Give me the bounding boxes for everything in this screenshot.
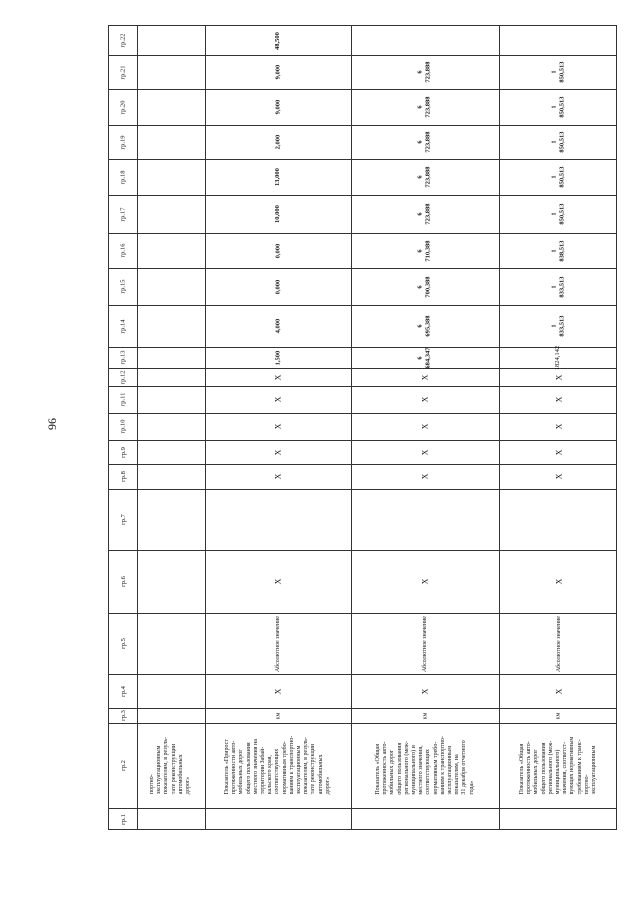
x-mark: X xyxy=(420,396,430,403)
value-cell: 6 684,347 xyxy=(417,346,432,369)
data-table xyxy=(108,25,617,830)
x-mark: X xyxy=(554,423,563,430)
value-cell: 9,000 xyxy=(274,99,281,115)
indicator-name-cell: портно- эксплуатационным показателям, в резуль- тате реконструкции автомобильных дорог» xyxy=(149,736,192,795)
column-header: гр.7 xyxy=(119,514,127,525)
x-mark: X xyxy=(420,578,430,585)
column-header: гр.2 xyxy=(119,760,127,771)
column-header: гр.14 xyxy=(119,318,127,334)
x-mark: X xyxy=(420,423,430,430)
x-mark: X xyxy=(554,449,563,455)
column-header: гр.3 xyxy=(119,710,127,721)
indicator-name-cell: Показатель «Прирост протяженности авто- мобильных дорог общего пользования местного значения на территории Забай- кальского края, соответствующих нормативным требо- ваниям к транспортно- эксплуатационным показателям, в резуль- тате реконструкции автомобильных дорог» xyxy=(223,736,331,795)
column-header: гр.15 xyxy=(119,279,127,294)
unit-cell: км xyxy=(275,712,281,719)
value-cell: 1 833,513 xyxy=(550,275,566,298)
column-header: гр.10 xyxy=(119,419,127,434)
column-header: гр.5 xyxy=(119,638,127,649)
column-header: гр.4 xyxy=(119,685,127,697)
column-header: гр.12 xyxy=(119,369,127,385)
column-header: гр.11 xyxy=(119,392,127,407)
x-mark: X xyxy=(273,688,283,694)
x-mark: X xyxy=(554,473,563,480)
value-cell: 1 850,513 xyxy=(550,96,566,118)
x-mark: X xyxy=(420,473,430,480)
measure-type-cell: Абсолютное значение xyxy=(422,615,428,672)
x-mark: X xyxy=(554,374,563,380)
value-cell: 1 833,513 xyxy=(550,315,566,337)
value-cell: 6 723,888 xyxy=(417,131,432,153)
x-mark: X xyxy=(273,374,283,380)
value-cell: 48,500 xyxy=(274,31,281,50)
value-cell: 6 723,888 xyxy=(417,61,432,83)
indicator-name-cell: Показатель «Общая протяженность авто- мобильных дорог общего пользования регионального (меж- муниципального) и местного значения, соответствующих нормативным требо- ваниям к транспортно- эксплуатационным показателям, на 31 декабря отчетного года» xyxy=(374,736,475,795)
value-cell: 0,000 xyxy=(274,243,281,258)
column-header: гр.9 xyxy=(119,446,127,458)
column-header: гр.17 xyxy=(119,206,127,222)
measure-type-cell: Абсолютное значение xyxy=(555,615,562,672)
value-cell: 1 850,513 xyxy=(550,166,566,188)
value-cell: 9,000 xyxy=(274,64,281,80)
x-mark: X xyxy=(554,688,563,694)
value-cell: 1,500 xyxy=(274,350,281,365)
x-mark: X xyxy=(273,578,283,585)
x-mark: X xyxy=(273,449,283,455)
page-number: 96 xyxy=(44,418,59,430)
x-mark: X xyxy=(554,578,563,585)
value-cell: 0,000 xyxy=(274,279,281,294)
unit-cell: км xyxy=(555,712,562,719)
value-cell: 10,000 xyxy=(274,205,281,223)
x-mark: X xyxy=(273,473,283,480)
value-cell: 1 850,513 xyxy=(550,61,566,83)
column-header: гр.20 xyxy=(119,99,127,115)
column-header: гр.18 xyxy=(119,169,127,185)
x-mark: X xyxy=(273,396,283,403)
value-cell: 1 838,513 xyxy=(550,239,566,262)
value-cell: 6 723,888 xyxy=(417,166,432,188)
column-header: гр.6 xyxy=(119,576,127,587)
column-header: гр.13 xyxy=(119,350,127,365)
column-header: гр.21 xyxy=(119,64,127,80)
x-mark: X xyxy=(273,423,283,430)
measure-type-cell: Абсолютное значение xyxy=(275,615,281,672)
value-cell: 13,000 xyxy=(274,168,281,186)
column-header: гр.22 xyxy=(119,33,127,48)
x-mark: X xyxy=(420,374,430,380)
column-divider xyxy=(109,808,616,809)
x-mark: X xyxy=(420,449,430,455)
value-cell: 4,000 xyxy=(274,318,281,334)
column-header: гр.19 xyxy=(119,134,127,150)
value-cell: 6 700,388 xyxy=(417,275,432,298)
value-cell: 1 850,513 xyxy=(550,203,566,225)
column-divider xyxy=(109,489,616,490)
value-cell: 2,000 xyxy=(274,134,281,150)
value-cell: 6 695,388 xyxy=(417,315,432,337)
x-mark: X xyxy=(420,688,430,694)
column-header: гр.16 xyxy=(119,243,127,258)
unit-cell: км xyxy=(422,712,428,719)
value-cell: 6 710,388 xyxy=(417,239,432,262)
value-cell: 6 723,888 xyxy=(417,96,432,118)
value-cell: 1 850,513 xyxy=(550,131,566,153)
value-cell: 1824,142 xyxy=(554,345,562,370)
value-cell: 6 723,888 xyxy=(417,203,432,225)
x-mark: X xyxy=(554,396,563,403)
column-header: гр.8 xyxy=(119,471,127,482)
column-header: гр.1 xyxy=(119,814,127,825)
indicator-name-cell: Показатель «Общая протяженность авто- мобильных дорог общего пользования регионального (меж- муниципального) значения, соответст- вующих нормативным требованиям к транс- портно- эксплуатационным xyxy=(518,736,597,795)
